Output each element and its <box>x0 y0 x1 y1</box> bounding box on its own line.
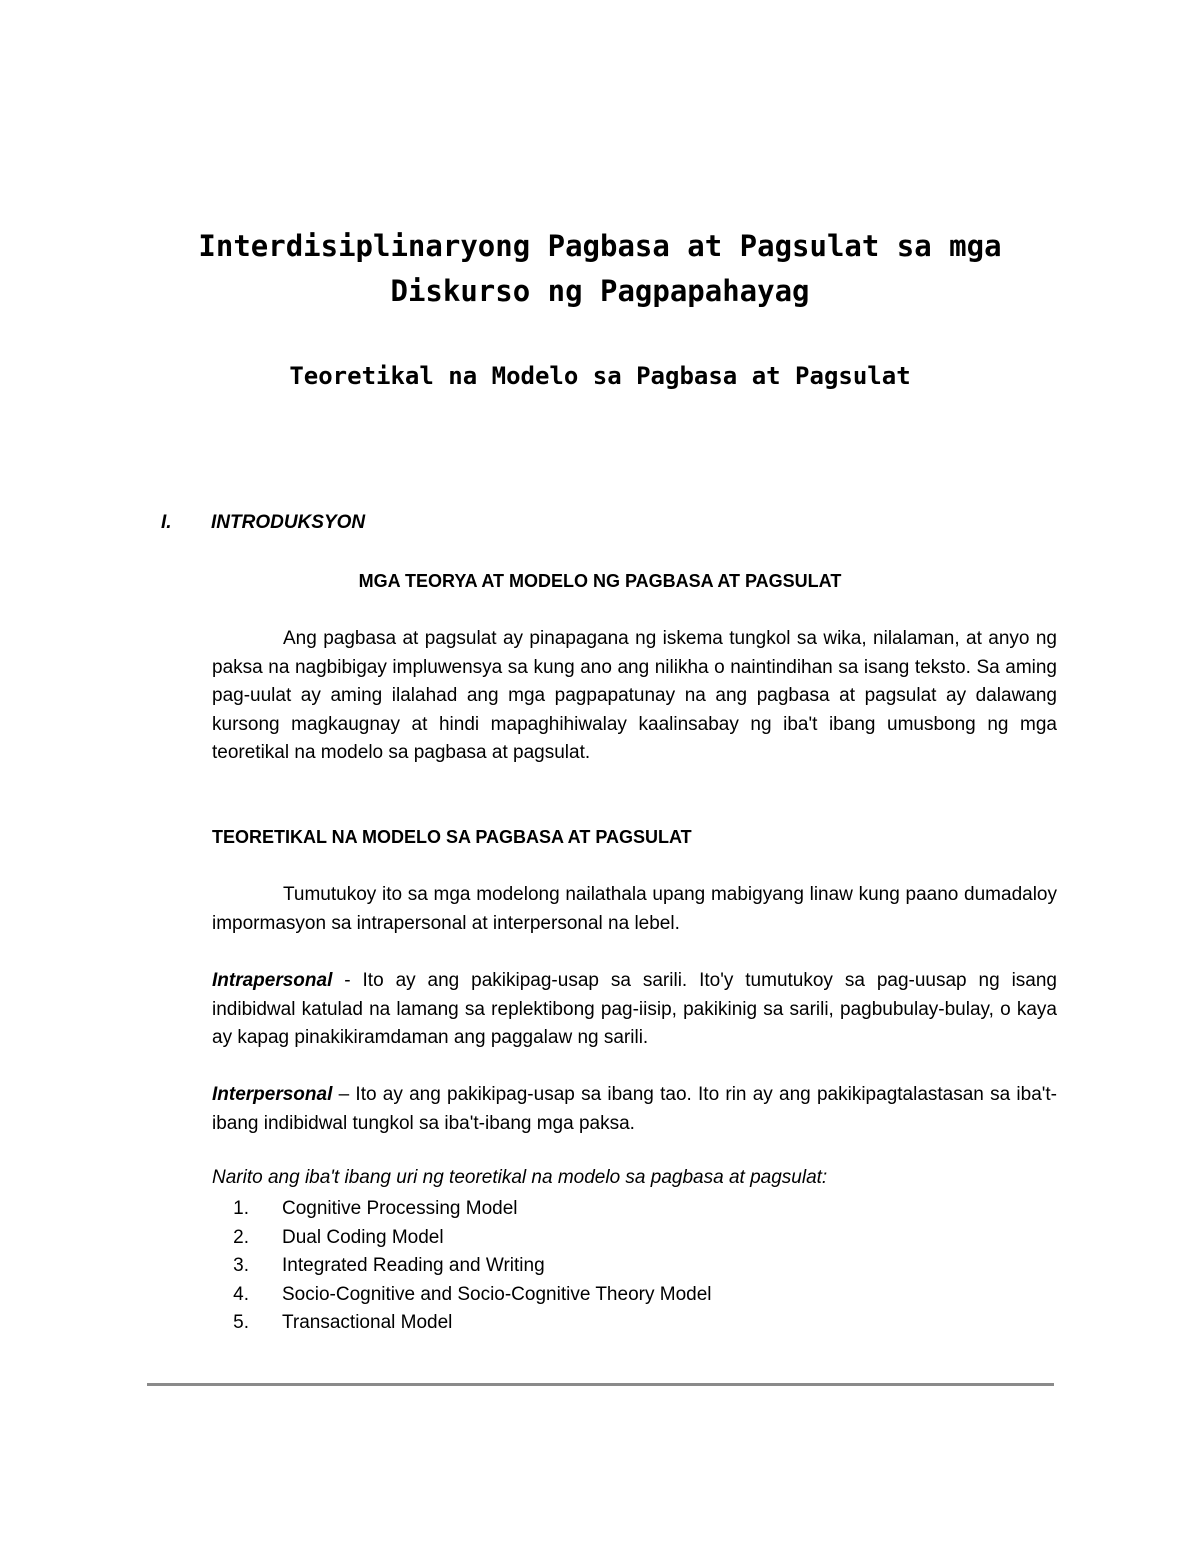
list-item-number: 4. <box>233 1283 249 1305</box>
list-item <box>212 1281 712 1310</box>
models-paragraph: Tumutukoy ito sa mga modelong nailathala upang mabigyang linaw kung paano dumadaloy impormasyon sa intrapersonal at interpersonal na lebel. <box>212 884 1057 934</box>
interpersonal-separator: – <box>332 1084 356 1105</box>
document-title <box>100 224 1100 314</box>
interpersonal-paragraph <box>212 1081 1057 1138</box>
list-item-label: Cognitive Processing Model <box>282 1198 518 1219</box>
list-item-label: Transactional Model <box>282 1312 453 1333</box>
section-title: INTRODUKSYON <box>211 512 366 533</box>
document-title-line-2: Diskurso ng Pagpapahayag <box>390 274 810 308</box>
interpersonal-term: Interpersonal <box>212 1084 333 1105</box>
theories-heading: MGA TEORYA AT MODELO NG PAGBASA AT PAGSULAT <box>358 571 842 591</box>
intrapersonal-term: Intrapersonal <box>212 970 333 991</box>
intrapersonal-separator: - <box>332 970 363 991</box>
list-item <box>212 1224 712 1253</box>
list-item-label: Dual Coding Model <box>282 1226 444 1248</box>
list-item <box>212 1309 712 1338</box>
list-item-number: 3. <box>233 1255 249 1276</box>
list-item <box>212 1195 712 1224</box>
list-item-number: 1. <box>233 1198 249 1219</box>
list-item-number: 5. <box>233 1312 249 1333</box>
interpersonal-definition: Ito ay ang pakikipag-usap sa ibang tao. Ito rin ay ang pakikipagtalastasan sa iba't-ibang indibidwal tungkol sa iba't-ibang mga paksa. <box>212 1084 1058 1134</box>
document-title-line-1: Interdisiplinaryong Pagbasa at Pagsulat sa mga <box>198 229 1002 263</box>
footer-divider <box>147 1383 1054 1386</box>
list-item <box>212 1252 712 1281</box>
model-list-intro: Narito ang iba't ibang uri ng teoretikal na modelo sa pagbasa at pagsulat: <box>212 1167 828 1188</box>
models-heading: TEORETIKAL NA MODELO SA PAGBASA AT PAGSULAT <box>212 827 692 847</box>
section-heading <box>161 512 365 534</box>
list-item-number: 2. <box>233 1226 249 1248</box>
theories-paragraph: Ang pagbasa at pagsulat ay pinapagana ng iskema tungkol sa wika, nilalaman, at anyo ng paksa na nagbibigay impluwensya sa kung ano ang nilikha o naintindihan sa isang teksto. Sa aming pag-uulat ay aming ilalahad ang mga pagpapatunay na ang pagbasa at pagsulat ay dalawang kursong magkaugnay at hindi mapaghihiwalay kaalinsabay ng iba't ibang umusbong ng mga teoretikal na modelo sa pagbasa at pagsulat. <box>212 628 1057 763</box>
intrapersonal-definition: Ito ay ang pakikipag-usap sa sarili. Ito'y tumutukoy sa pag-uusap ng isang indibidwal katulad na lamang sa replektibong pag-iisip, pakikinig sa sarili, pagbubulay-bulay, o kaya ay kapag pinakikiramdaman ang paggalaw ng sarili. <box>212 970 1057 1048</box>
intrapersonal-paragraph <box>212 967 1057 1053</box>
document-subtitle: Teoretikal na Modelo sa Pagbasa at Pagsulat <box>289 362 911 390</box>
list-item-label: Socio-Cognitive and Socio-Cognitive Theory Model <box>282 1283 712 1305</box>
list-item-label: Integrated Reading and Writing <box>282 1255 545 1276</box>
model-list <box>212 1195 712 1338</box>
section-number: I. <box>161 512 172 533</box>
